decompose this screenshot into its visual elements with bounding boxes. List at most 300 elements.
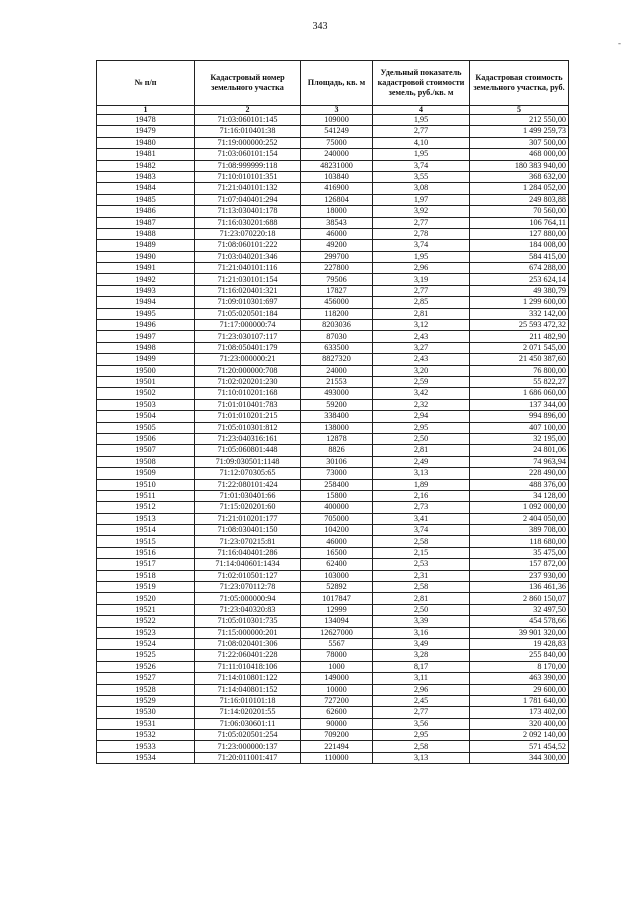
area-cell: 38543	[301, 217, 373, 228]
specific-value-cell: 2,43	[373, 354, 470, 365]
cadastral-number-cell: 71:12:070305:65	[195, 468, 301, 479]
cadastral-value-cell: 2 092 140,00	[470, 730, 569, 741]
area-cell: 227800	[301, 263, 373, 274]
table-row	[97, 228, 569, 239]
row-number-cell: 19510	[97, 479, 195, 490]
table-row	[97, 240, 569, 251]
cadastral-number-cell: 71:10:010201:168	[195, 388, 301, 399]
cadastral-number-cell: 71:11:010418:106	[195, 661, 301, 672]
specific-value-cell: 3,49	[373, 638, 470, 649]
area-cell: 21553	[301, 376, 373, 387]
table-row	[97, 365, 569, 376]
cadastral-number-cell: 71:03:060101:154	[195, 149, 301, 160]
row-number-cell: 19529	[97, 695, 195, 706]
header-cadastral-number: Кадастровый номер земельного участка	[195, 61, 301, 106]
row-number-cell: 19524	[97, 638, 195, 649]
area-cell: 24000	[301, 365, 373, 376]
cadastral-value-cell: 35 475,00	[470, 547, 569, 558]
column-number: 1	[97, 106, 195, 115]
area-cell: 8827320	[301, 354, 373, 365]
area-cell: 149000	[301, 673, 373, 684]
specific-value-cell: 3,74	[373, 160, 470, 171]
cadastral-value-cell: 332 142,00	[470, 308, 569, 319]
cadastral-number-cell: 71:21:040101:116	[195, 263, 301, 274]
cadastral-number-cell: 71:05:010301:735	[195, 616, 301, 627]
area-cell: 118200	[301, 308, 373, 319]
table-row	[97, 525, 569, 536]
cadastral-value-cell: 344 300,00	[470, 752, 569, 763]
cadastral-number-cell: 71:08:060101:222	[195, 240, 301, 251]
table-row	[97, 433, 569, 444]
table-row	[97, 707, 569, 718]
cadastral-value-cell: 468 000,00	[470, 149, 569, 160]
cadastral-number-cell: 71:13:030401:178	[195, 206, 301, 217]
cadastral-number-cell: 71:05:020501:184	[195, 308, 301, 319]
cadastral-value-cell: 74 963,94	[470, 456, 569, 467]
cadastral-value-cell: 212 550,00	[470, 115, 569, 126]
specific-value-cell: 1,95	[373, 115, 470, 126]
area-cell: 5567	[301, 638, 373, 649]
row-number-cell: 19491	[97, 263, 195, 274]
cadastral-number-cell: 71:23:000000:137	[195, 741, 301, 752]
area-cell: 12878	[301, 433, 373, 444]
cadastral-value-cell: 8 170,00	[470, 661, 569, 672]
area-cell: 1000	[301, 661, 373, 672]
cadastral-value-cell: 49 380,79	[470, 285, 569, 296]
specific-value-cell: 2,78	[373, 228, 470, 239]
row-number-cell: 19508	[97, 456, 195, 467]
specific-value-cell: 2,53	[373, 559, 470, 570]
table-row	[97, 638, 569, 649]
table-row	[97, 479, 569, 490]
area-cell: 138000	[301, 422, 373, 433]
row-number-cell: 19534	[97, 752, 195, 763]
cadastral-value-cell: 463 390,00	[470, 673, 569, 684]
area-cell: 17827	[301, 285, 373, 296]
table-body	[97, 115, 569, 764]
specific-value-cell: 3,41	[373, 513, 470, 524]
table-row	[97, 673, 569, 684]
table-row	[97, 342, 569, 353]
row-number-cell: 19518	[97, 570, 195, 581]
specific-value-cell: 2,94	[373, 411, 470, 422]
row-number-cell: 19522	[97, 616, 195, 627]
cadastral-number-cell: 71:08:030401:150	[195, 525, 301, 536]
table-row	[97, 468, 569, 479]
cadastral-number-cell: 71:08:020401:306	[195, 638, 301, 649]
header-specific-value: Удельный показатель кадастровой стоимости земель, руб./кв. м	[373, 61, 470, 106]
row-number-cell: 19512	[97, 502, 195, 513]
cadastral-value-cell: 584 415,00	[470, 251, 569, 262]
cadastral-value-cell: 55 822,27	[470, 376, 569, 387]
specific-value-cell: 2,81	[373, 445, 470, 456]
cadastral-value-cell: 2 860 150,07	[470, 593, 569, 604]
specific-value-cell: 2,31	[373, 570, 470, 581]
specific-value-cell: 2,58	[373, 582, 470, 593]
area-cell: 10000	[301, 684, 373, 695]
cadastral-value-cell: 76 800,00	[470, 365, 569, 376]
cadastral-value-cell: 228 490,00	[470, 468, 569, 479]
specific-value-cell: 3,74	[373, 525, 470, 536]
cadastral-value-cell: 157 872,00	[470, 559, 569, 570]
area-cell: 633500	[301, 342, 373, 353]
specific-value-cell: 2,77	[373, 707, 470, 718]
area-cell: 416900	[301, 183, 373, 194]
row-number-cell: 19482	[97, 160, 195, 171]
specific-value-cell: 8,17	[373, 661, 470, 672]
area-cell: 110000	[301, 752, 373, 763]
cadastral-value-cell: 2 404 050,00	[470, 513, 569, 524]
area-cell: 456000	[301, 297, 373, 308]
cadastral-number-cell: 71:16:030201:688	[195, 217, 301, 228]
area-cell: 52892	[301, 582, 373, 593]
cadastral-number-cell: 71:20:011001:417	[195, 752, 301, 763]
specific-value-cell: 2,58	[373, 741, 470, 752]
specific-value-cell: 4,10	[373, 137, 470, 148]
cadastral-number-cell: 71:09:030501:1148	[195, 456, 301, 467]
row-number-cell: 19497	[97, 331, 195, 342]
table-row	[97, 376, 569, 387]
cadastral-value-cell: 106 764,11	[470, 217, 569, 228]
table-row	[97, 354, 569, 365]
specific-value-cell: 3,12	[373, 320, 470, 331]
specific-value-cell: 3,56	[373, 718, 470, 729]
cadastral-number-cell: 71:14:020201:55	[195, 707, 301, 718]
cadastral-value-cell: 211 482,90	[470, 331, 569, 342]
cadastral-value-cell: 237 930,00	[470, 570, 569, 581]
specific-value-cell: 2,45	[373, 695, 470, 706]
table-row	[97, 297, 569, 308]
area-cell: 49200	[301, 240, 373, 251]
cadastral-value-cell: 32 497,50	[470, 604, 569, 615]
row-number-cell: 19526	[97, 661, 195, 672]
cadastral-number-cell: 71:23:070215:81	[195, 536, 301, 547]
specific-value-cell: 3,08	[373, 183, 470, 194]
cadastral-number-cell: 71:20:000000:708	[195, 365, 301, 376]
specific-value-cell: 2,59	[373, 376, 470, 387]
area-cell: 221494	[301, 741, 373, 752]
table-row	[97, 115, 569, 126]
row-number-cell: 19523	[97, 627, 195, 638]
specific-value-cell: 3,39	[373, 616, 470, 627]
area-cell: 78000	[301, 650, 373, 661]
cadastral-value-cell: 25 593 472,32	[470, 320, 569, 331]
column-number: 4	[373, 106, 470, 115]
table-row	[97, 502, 569, 513]
area-cell: 62400	[301, 559, 373, 570]
area-cell: 18000	[301, 206, 373, 217]
area-cell: 493000	[301, 388, 373, 399]
row-number-cell: 19533	[97, 741, 195, 752]
row-number-cell: 19485	[97, 194, 195, 205]
cadastral-value-cell: 21 450 387,60	[470, 354, 569, 365]
cadastral-value-cell: 34 128,00	[470, 490, 569, 501]
cadastral-value-cell: 249 803,88	[470, 194, 569, 205]
cadastral-value-cell: 407 100,00	[470, 422, 569, 433]
table-row	[97, 547, 569, 558]
cadastral-number-cell: 71:14:040801:152	[195, 684, 301, 695]
row-number-cell: 19507	[97, 445, 195, 456]
row-number-cell: 19495	[97, 308, 195, 319]
row-number-cell: 19493	[97, 285, 195, 296]
cadastral-value-cell: 1 284 052,00	[470, 183, 569, 194]
table-row	[97, 399, 569, 410]
page-number: 343	[312, 21, 328, 32]
area-cell: 126804	[301, 194, 373, 205]
table-row	[97, 456, 569, 467]
table-row	[97, 137, 569, 148]
row-number-cell: 19515	[97, 536, 195, 547]
table-row	[97, 513, 569, 524]
row-number-cell: 19509	[97, 468, 195, 479]
specific-value-cell: 2,49	[373, 456, 470, 467]
area-cell: 73000	[301, 468, 373, 479]
table-row	[97, 752, 569, 763]
specific-value-cell: 2,16	[373, 490, 470, 501]
row-number-cell: 19481	[97, 149, 195, 160]
area-cell: 109000	[301, 115, 373, 126]
area-cell: 1017847	[301, 593, 373, 604]
specific-value-cell: 2,81	[373, 308, 470, 319]
cadastral-number-cell: 71:17:000000:74	[195, 320, 301, 331]
row-number-cell: 19514	[97, 525, 195, 536]
cadastral-value-cell: 39 901 320,00	[470, 627, 569, 638]
specific-value-cell: 2,32	[373, 399, 470, 410]
table-row	[97, 730, 569, 741]
cadastral-number-cell: 71:09:010301:697	[195, 297, 301, 308]
table-row	[97, 126, 569, 137]
cadastral-value-cell: 118 680,00	[470, 536, 569, 547]
specific-value-cell: 2,85	[373, 297, 470, 308]
area-cell: 12999	[301, 604, 373, 615]
table-row	[97, 263, 569, 274]
row-number-cell: 19521	[97, 604, 195, 615]
area-cell: 15800	[301, 490, 373, 501]
cadastral-number-cell: 71:10:010101:351	[195, 171, 301, 182]
area-cell: 727200	[301, 695, 373, 706]
area-cell: 8826	[301, 445, 373, 456]
table-row	[97, 160, 569, 171]
row-number-cell: 19517	[97, 559, 195, 570]
cadastral-value-cell: 1 686 060,00	[470, 388, 569, 399]
cadastral-value-cell: 1 499 259,73	[470, 126, 569, 137]
cadastral-number-cell: 71:22:060401:228	[195, 650, 301, 661]
cadastral-table	[96, 60, 569, 764]
area-cell: 79506	[301, 274, 373, 285]
area-cell: 705000	[301, 513, 373, 524]
cadastral-number-cell: 71:05:010301:812	[195, 422, 301, 433]
area-cell: 134094	[301, 616, 373, 627]
cadastral-value-cell: 1 299 600,00	[470, 297, 569, 308]
specific-value-cell: 1,89	[373, 479, 470, 490]
cadastral-value-cell: 29 600,00	[470, 684, 569, 695]
area-cell: 87030	[301, 331, 373, 342]
corner-mark: -	[618, 38, 621, 48]
specific-value-cell: 3,74	[373, 240, 470, 251]
column-number: 3	[301, 106, 373, 115]
row-number-cell: 19530	[97, 707, 195, 718]
specific-value-cell: 2,95	[373, 422, 470, 433]
row-number-cell: 19501	[97, 376, 195, 387]
table-row	[97, 718, 569, 729]
column-number-row	[97, 106, 569, 115]
specific-value-cell: 3,27	[373, 342, 470, 353]
table-row	[97, 183, 569, 194]
table-row	[97, 695, 569, 706]
cadastral-number-cell: 71:05:000000:94	[195, 593, 301, 604]
area-cell: 90000	[301, 718, 373, 729]
area-cell: 299700	[301, 251, 373, 262]
cadastral-value-cell: 127 880,00	[470, 228, 569, 239]
cadastral-number-cell: 71:02:010501:127	[195, 570, 301, 581]
header-area: Площадь, кв. м	[301, 61, 373, 106]
specific-value-cell: 3,13	[373, 752, 470, 763]
area-cell: 240000	[301, 149, 373, 160]
row-number-cell: 19499	[97, 354, 195, 365]
cadastral-number-cell: 71:05:020501:254	[195, 730, 301, 741]
area-cell: 62600	[301, 707, 373, 718]
cadastral-number-cell: 71:23:070112:78	[195, 582, 301, 593]
specific-value-cell: 2,50	[373, 433, 470, 444]
cadastral-number-cell: 71:15:020201:60	[195, 502, 301, 513]
row-number-cell: 19528	[97, 684, 195, 695]
cadastral-number-cell: 71:01:010401:783	[195, 399, 301, 410]
cadastral-value-cell: 488 376,00	[470, 479, 569, 490]
cadastral-number-cell: 71:21:040101:132	[195, 183, 301, 194]
table-row	[97, 536, 569, 547]
cadastral-value-cell: 994 896,00	[470, 411, 569, 422]
cadastral-number-cell: 71:16:010401:38	[195, 126, 301, 137]
area-cell: 75000	[301, 137, 373, 148]
cadastral-number-cell: 71:14:040601:1434	[195, 559, 301, 570]
row-number-cell: 19480	[97, 137, 195, 148]
cadastral-value-cell: 674 288,00	[470, 263, 569, 274]
cadastral-number-cell: 71:03:060101:145	[195, 115, 301, 126]
specific-value-cell: 1,95	[373, 149, 470, 160]
specific-value-cell: 3,28	[373, 650, 470, 661]
header-row-number: № п/п	[97, 61, 195, 106]
cadastral-number-cell: 71:07:040401:294	[195, 194, 301, 205]
specific-value-cell: 2,15	[373, 547, 470, 558]
specific-value-cell: 2,81	[373, 593, 470, 604]
table-row	[97, 445, 569, 456]
table-row	[97, 206, 569, 217]
row-number-cell: 19511	[97, 490, 195, 501]
table-row	[97, 194, 569, 205]
column-number: 2	[195, 106, 301, 115]
cadastral-number-cell: 71:02:020201:230	[195, 376, 301, 387]
row-number-cell: 19531	[97, 718, 195, 729]
area-cell: 48231000	[301, 160, 373, 171]
cadastral-value-cell: 136 461,36	[470, 582, 569, 593]
row-number-cell: 19484	[97, 183, 195, 194]
cadastral-value-cell: 307 500,00	[470, 137, 569, 148]
cadastral-number-cell: 71:22:080101:424	[195, 479, 301, 490]
cadastral-value-cell: 32 195,00	[470, 433, 569, 444]
table-row	[97, 627, 569, 638]
row-number-cell: 19478	[97, 115, 195, 126]
cadastral-value-cell: 253 624,14	[470, 274, 569, 285]
table-row	[97, 570, 569, 581]
table-row	[97, 593, 569, 604]
cadastral-value-cell: 368 632,00	[470, 171, 569, 182]
specific-value-cell: 2,77	[373, 285, 470, 296]
row-number-cell: 19490	[97, 251, 195, 262]
table-row	[97, 604, 569, 615]
specific-value-cell: 2,73	[373, 502, 470, 513]
cadastral-number-cell: 71:08:050401:179	[195, 342, 301, 353]
area-cell: 103000	[301, 570, 373, 581]
table-row	[97, 285, 569, 296]
cadastral-number-cell: 71:01:030401:66	[195, 490, 301, 501]
header-cadastral-value: Кадастровая стоимость земельного участка, руб.	[470, 61, 569, 106]
table-row	[97, 741, 569, 752]
cadastral-number-cell: 71:23:030107:117	[195, 331, 301, 342]
table-row	[97, 411, 569, 422]
specific-value-cell: 3,20	[373, 365, 470, 376]
specific-value-cell: 1,95	[373, 251, 470, 262]
specific-value-cell: 2,77	[373, 217, 470, 228]
table-row	[97, 422, 569, 433]
table-row	[97, 661, 569, 672]
table-row	[97, 251, 569, 262]
cadastral-value-cell: 19 428,83	[470, 638, 569, 649]
table-row	[97, 616, 569, 627]
cadastral-value-cell: 389 708,00	[470, 525, 569, 536]
area-cell: 258400	[301, 479, 373, 490]
specific-value-cell: 3,55	[373, 171, 470, 182]
cadastral-value-cell: 1 781 640,00	[470, 695, 569, 706]
specific-value-cell: 2,96	[373, 684, 470, 695]
row-number-cell: 19532	[97, 730, 195, 741]
table-row	[97, 217, 569, 228]
specific-value-cell: 3,92	[373, 206, 470, 217]
area-cell: 59200	[301, 399, 373, 410]
cadastral-value-cell: 2 071 545,00	[470, 342, 569, 353]
table-row	[97, 490, 569, 501]
column-number: 5	[470, 106, 569, 115]
row-number-cell: 19519	[97, 582, 195, 593]
row-number-cell: 19502	[97, 388, 195, 399]
specific-value-cell: 1,97	[373, 194, 470, 205]
cadastral-number-cell: 71:21:030101:154	[195, 274, 301, 285]
cadastral-number-cell: 71:16:020401:321	[195, 285, 301, 296]
row-number-cell: 19492	[97, 274, 195, 285]
table-row	[97, 684, 569, 695]
row-number-cell: 19504	[97, 411, 195, 422]
area-cell: 338400	[301, 411, 373, 422]
row-number-cell: 19516	[97, 547, 195, 558]
table-row	[97, 388, 569, 399]
area-cell: 103840	[301, 171, 373, 182]
cadastral-value-cell: 1 092 000,00	[470, 502, 569, 513]
area-cell: 12627000	[301, 627, 373, 638]
cadastral-number-cell: 71:23:070220:18	[195, 228, 301, 239]
area-cell: 16500	[301, 547, 373, 558]
specific-value-cell: 3,16	[373, 627, 470, 638]
table-row	[97, 149, 569, 160]
specific-value-cell: 3,42	[373, 388, 470, 399]
row-number-cell: 19505	[97, 422, 195, 433]
row-number-cell: 19483	[97, 171, 195, 182]
cadastral-value-cell: 320 400,00	[470, 718, 569, 729]
cadastral-number-cell: 71:21:010201:177	[195, 513, 301, 524]
row-number-cell: 19506	[97, 433, 195, 444]
row-number-cell: 19498	[97, 342, 195, 353]
cadastral-number-cell: 71:14:010801:122	[195, 673, 301, 684]
row-number-cell: 19486	[97, 206, 195, 217]
table-row	[97, 582, 569, 593]
